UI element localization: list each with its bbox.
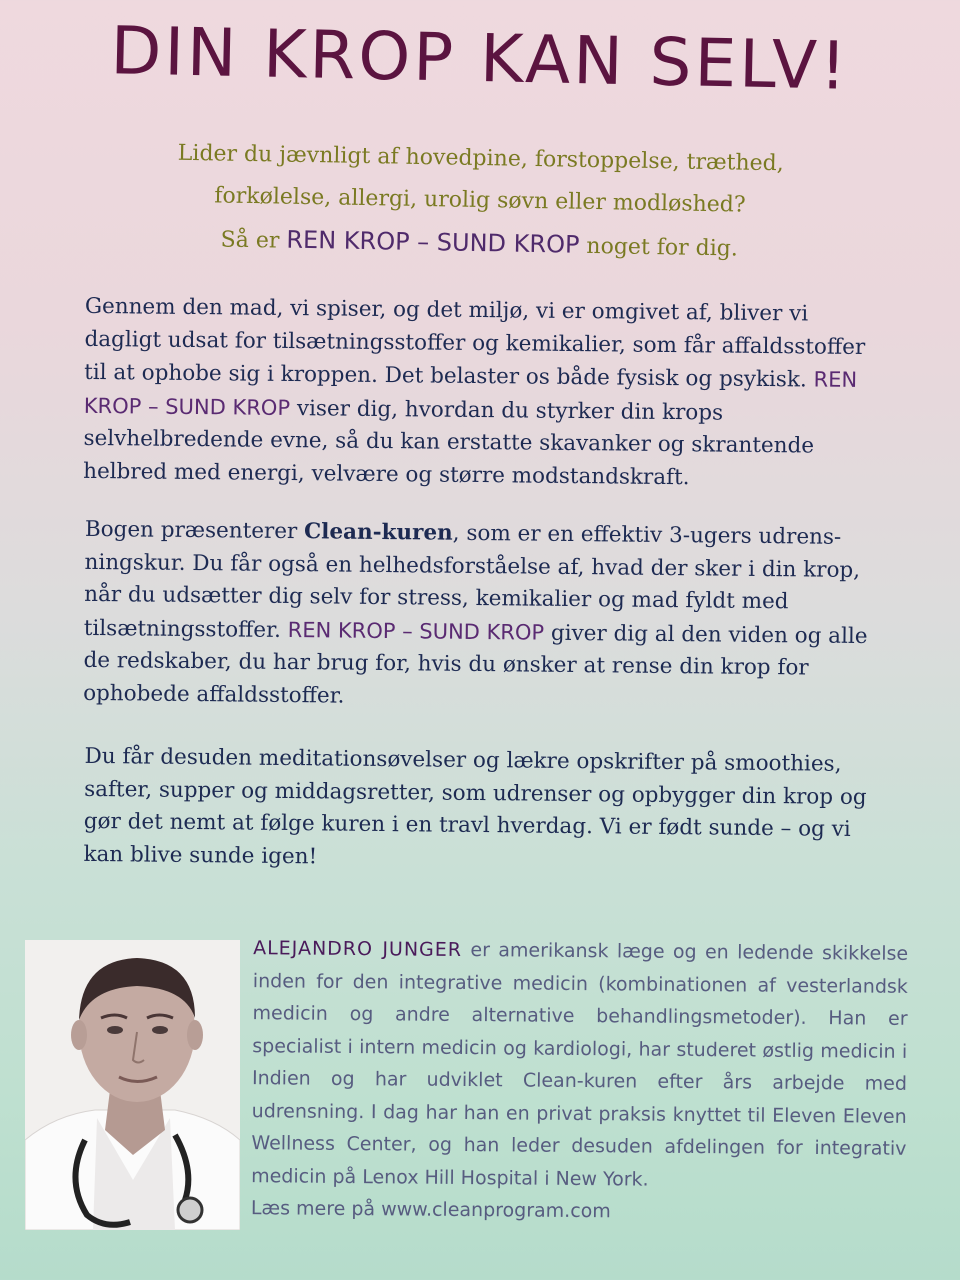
intro-line-1: Lider du jævnligt af hovedpine, forstoppelse, træthed, bbox=[177, 140, 784, 177]
intro-brand-name: REN KROP – SUND KROP bbox=[286, 225, 580, 259]
author-bio-text: er amerikansk læge og en ledende skikkelse inden for den integrative medicin (kombinationen af vesterlandsk medicin og andre alternative behandlingsmetoder). Han er specialist i intern medicin og kardiologi, har studeret østlig medicin i Indien og har udviklet Clean-kuren efter års arbejde med udrensning. I dag har han en privat praksis knyttet til Eleven Eleven Wellness Center, og han leder desuden afdelingen for integrativ medicin på Lenox Hill Hospital i New York. bbox=[251, 938, 909, 1191]
paragraph-2-brand: REN KROP – SUND KROP bbox=[287, 617, 545, 645]
paragraph-1-brand: REN KROP – SUND KROP bbox=[83, 367, 858, 420]
intro-line-2: forkølelse, allergi, urolig søvn eller modløshed? bbox=[214, 183, 746, 218]
paragraph-2-text-b: , som er en effektiv 3-ugers udrens-ningskur. Du får også en helhedsforståelse af, hvad der sker i din krop, når du udsætter dig selv for stress, kemikalier og mad fyldt med tilsætningsstoffer. bbox=[83, 520, 861, 643]
intro-text bbox=[99, 131, 861, 272]
paragraph-1-text-a: Gennem den mad, vi spiser, og det miljø, vi er omgivet af, bliver vi dagligt udsat for tilsætningsstoffer og kemikalier, som får affaldsstoffer til at ophobe sig i kroppen. Det belaster os både fysisk og psykisk. bbox=[84, 293, 866, 393]
author-photo bbox=[25, 940, 240, 1230]
paragraph-2-bold: Clean-kuren bbox=[303, 519, 453, 546]
paragraph-2-text-a: Bogen præsenterer bbox=[84, 516, 305, 545]
paragraph-1-text-b: viser dig, hvordan du styrker din krops selvhelbredende evne, så du kan erstatte skavanker og skrantende helbred med energi, velvære og større modstandskraft. bbox=[83, 395, 815, 490]
author-portrait-image bbox=[25, 940, 240, 1230]
body-paragraph-3: Du får desuden meditationsøvelser og lækre opskrifter på smoothies, safter, supper og middagsretter, som udrenser og opbygger din krop og gør det nemt at følge kuren i en travl hverdag. Vi er født sunde – og vi kan blive sunde igen! bbox=[83, 743, 867, 869]
body-paragraph-1 bbox=[83, 291, 875, 496]
read-more-link[interactable]: Læs mere på www.cleanprogram.com bbox=[250, 1197, 611, 1223]
intro-line-3-post: noget for dig. bbox=[579, 233, 739, 262]
intro-line-3-pre: Så er bbox=[220, 227, 287, 254]
paragraph-2-text-c: giver dig al den viden og alle de redskaber, du har brug for, hvis du ønsker at rense din krop for ophobede affaldsstoffer. bbox=[83, 620, 868, 709]
cover-title: DIN KROP KAN SELV! bbox=[109, 12, 851, 105]
author-bio bbox=[251, 932, 909, 1230]
body-paragraph-2 bbox=[83, 514, 875, 718]
author-name: ALEJANDRO JUNGER bbox=[253, 937, 463, 961]
